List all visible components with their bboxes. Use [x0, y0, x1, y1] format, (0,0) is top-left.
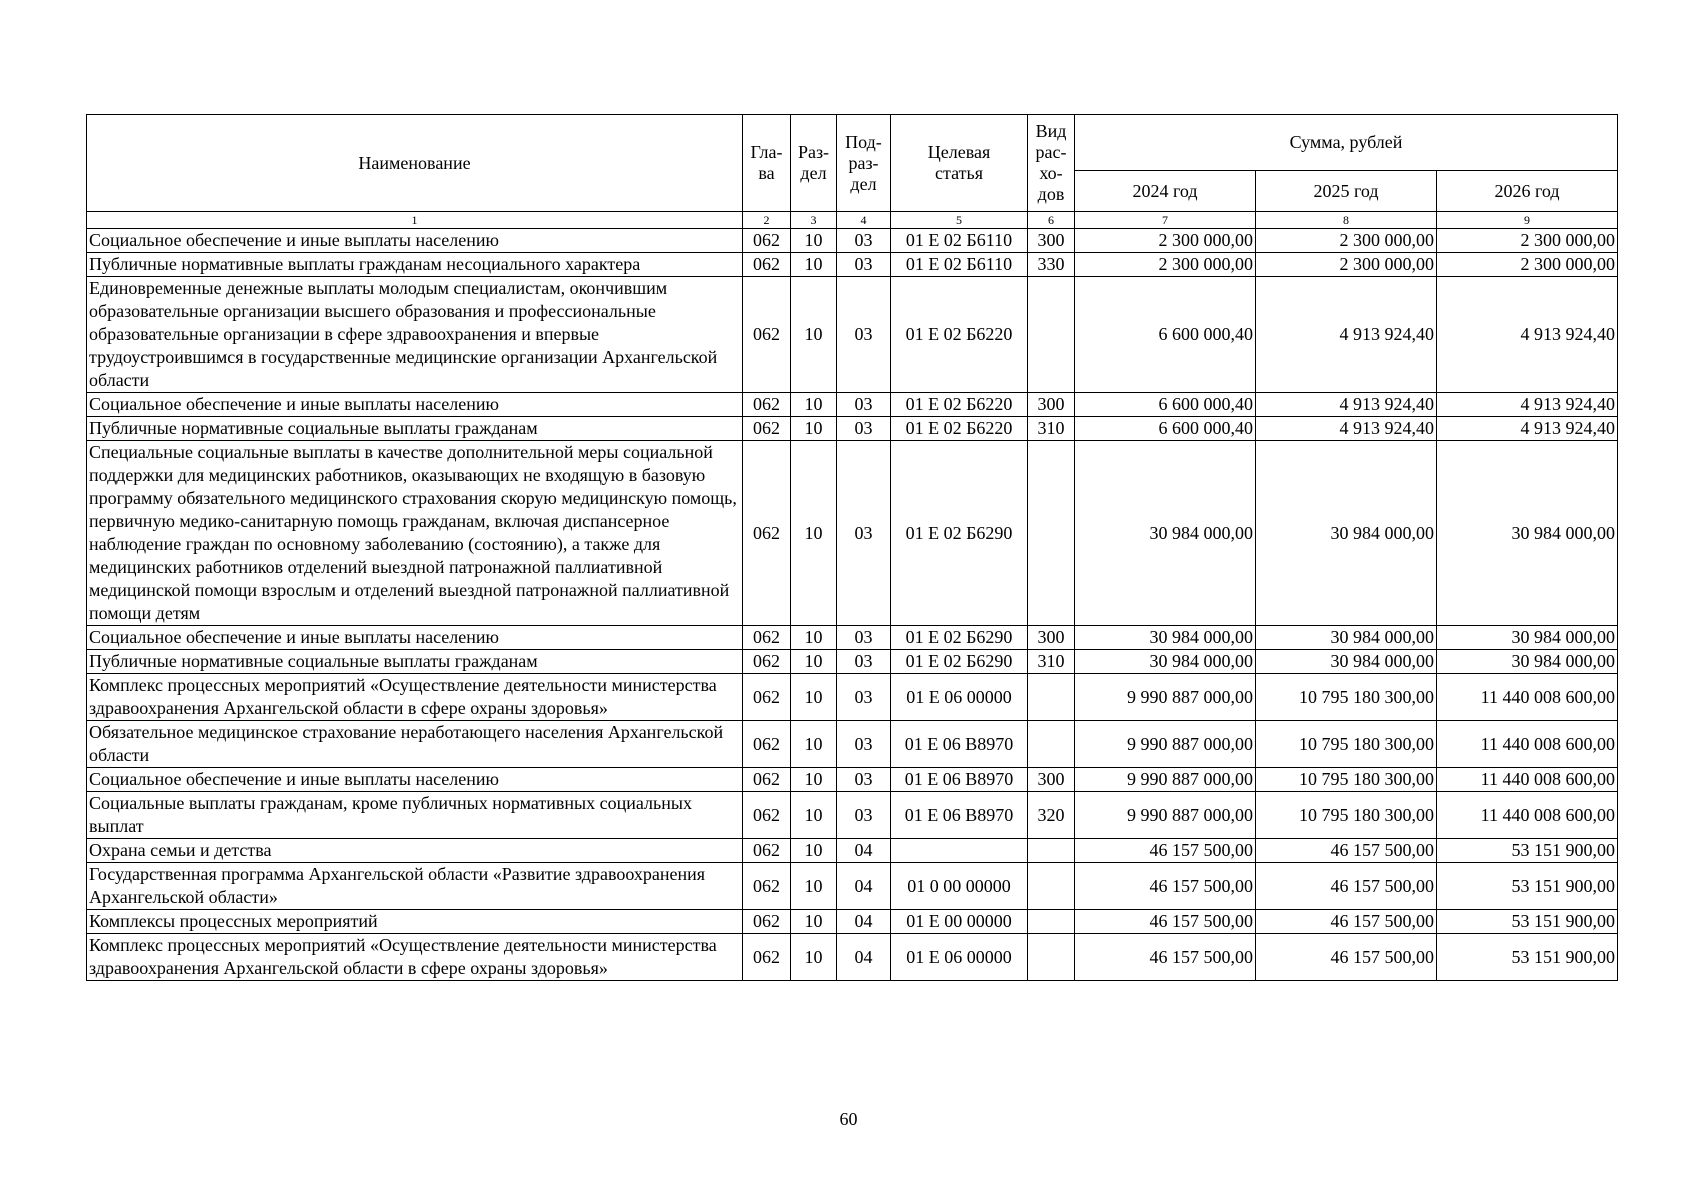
row-vid-rashodov [1028, 441, 1075, 626]
row-vid-rashodov [1028, 910, 1075, 934]
table-row [87, 393, 1618, 417]
row-vid-rashodov: 300 [1028, 768, 1075, 792]
row-sum-2025: 30 984 000,00 [1256, 626, 1437, 650]
row-glava: 062 [743, 863, 791, 910]
row-glava: 062 [743, 393, 791, 417]
row-razdel: 10 [791, 934, 837, 981]
row-name: Специальные социальные выплаты в качестве дополнительной меры социальной поддержки для медицинских работников, оказывающих не входящую в базовую программу обязательного медицинского страхования скорую медицинскую помощь, первичную медико-санитарную помощь гражданам, включая диспансерное наблюдение граждан по основному заболеванию (состоянию), а также для медицинских работников отделений выездной патронажной паллиативной медицинской помощи взрослым и отделений выездной патронажной паллиативной помощи детям [87, 441, 743, 626]
column-number: 9 [1437, 212, 1618, 229]
row-sum-2025: 10 795 180 300,00 [1256, 768, 1437, 792]
row-name: Единовременные денежные выплаты молодым специалистам, окончившим образовательные организации высшего образования и профессиональные образовательные организации в сфере здравоохранения и впервые трудоустроившимся в государственные медицинские организации Архангельской области [87, 277, 743, 393]
page-number: 60 [839, 1109, 858, 1129]
column-number-row [87, 212, 1618, 229]
row-razdel: 10 [791, 768, 837, 792]
row-sum-2026: 2 300 000,00 [1437, 253, 1618, 277]
row-razdel: 10 [791, 910, 837, 934]
row-sum-2025: 4 913 924,40 [1256, 277, 1437, 393]
row-name: Государственная программа Архангельской области «Развитие здравоохранения Архангельской области» [87, 863, 743, 910]
row-glava: 062 [743, 650, 791, 674]
row-sum-2025: 46 157 500,00 [1256, 910, 1437, 934]
row-razdel: 10 [791, 674, 837, 721]
column-number: 1 [87, 212, 743, 229]
row-sum-2025: 4 913 924,40 [1256, 417, 1437, 441]
row-sum-2024: 6 600 000,40 [1075, 417, 1256, 441]
row-tselevaya-statya: 01 Е 06 В8970 [891, 768, 1028, 792]
table-row [87, 839, 1618, 863]
row-sum-2026: 53 151 900,00 [1437, 910, 1618, 934]
row-tselevaya-statya: 01 Е 02 Б6290 [891, 650, 1028, 674]
row-sum-2025: 46 157 500,00 [1256, 863, 1437, 910]
column-number: 6 [1028, 212, 1075, 229]
row-name: Охрана семьи и детства [87, 839, 743, 863]
row-razdel: 10 [791, 626, 837, 650]
row-sum-2026: 30 984 000,00 [1437, 650, 1618, 674]
row-podrazdel: 04 [837, 910, 891, 934]
row-sum-2026: 11 440 008 600,00 [1437, 768, 1618, 792]
row-name: Социальное обеспечение и иные выплаты населению [87, 768, 743, 792]
row-name: Комплекс процессных мероприятий «Осуществление деятельности министерства здравоохранения Архангельской области в сфере охраны здоровья» [87, 934, 743, 981]
header-vid-rashodov: Вид рас- хо- дов [1028, 115, 1075, 212]
column-number: 4 [837, 212, 891, 229]
row-vid-rashodov [1028, 839, 1075, 863]
table-row [87, 229, 1618, 253]
row-sum-2024: 6 600 000,40 [1075, 393, 1256, 417]
row-tselevaya-statya: 01 Е 06 00000 [891, 674, 1028, 721]
row-podrazdel: 03 [837, 253, 891, 277]
row-sum-2025: 30 984 000,00 [1256, 441, 1437, 626]
table-row [87, 626, 1618, 650]
table-row [87, 910, 1618, 934]
row-vid-rashodov: 320 [1028, 792, 1075, 839]
row-tselevaya-statya: 01 Е 02 Б6110 [891, 253, 1028, 277]
row-name: Комплексы процессных мероприятий [87, 910, 743, 934]
row-vid-rashodov: 300 [1028, 626, 1075, 650]
header-glava: Гла- ва [743, 115, 791, 212]
row-vid-rashodov [1028, 674, 1075, 721]
row-sum-2024: 30 984 000,00 [1075, 441, 1256, 626]
row-tselevaya-statya [891, 839, 1028, 863]
row-sum-2026: 53 151 900,00 [1437, 839, 1618, 863]
table-row [87, 721, 1618, 768]
table-row [87, 934, 1618, 981]
row-sum-2026: 4 913 924,40 [1437, 393, 1618, 417]
row-sum-2024: 9 990 887 000,00 [1075, 674, 1256, 721]
row-glava: 062 [743, 721, 791, 768]
row-tselevaya-statya: 01 Е 06 В8970 [891, 792, 1028, 839]
row-sum-2024: 46 157 500,00 [1075, 839, 1256, 863]
table-row [87, 650, 1618, 674]
header-name: Наименование [87, 115, 743, 212]
budget-table-sheet [86, 114, 1617, 981]
row-sum-2026: 53 151 900,00 [1437, 934, 1618, 981]
column-number: 5 [891, 212, 1028, 229]
row-tselevaya-statya: 01 Е 06 00000 [891, 934, 1028, 981]
row-tselevaya-statya: 01 0 00 00000 [891, 863, 1028, 910]
row-podrazdel: 03 [837, 417, 891, 441]
row-name: Социальное обеспечение и иные выплаты населению [87, 229, 743, 253]
row-sum-2025: 46 157 500,00 [1256, 934, 1437, 981]
row-podrazdel: 04 [837, 863, 891, 910]
column-number: 2 [743, 212, 791, 229]
row-sum-2026: 11 440 008 600,00 [1437, 721, 1618, 768]
row-razdel: 10 [791, 277, 837, 393]
row-podrazdel: 03 [837, 626, 891, 650]
header-summa: Сумма, рублей [1075, 115, 1618, 171]
table-row [87, 792, 1618, 839]
row-sum-2026: 2 300 000,00 [1437, 229, 1618, 253]
row-name: Публичные нормативные социальные выплаты гражданам [87, 417, 743, 441]
row-podrazdel: 03 [837, 721, 891, 768]
row-razdel: 10 [791, 839, 837, 863]
row-tselevaya-statya: 01 Е 02 Б6290 [891, 441, 1028, 626]
row-vid-rashodov: 300 [1028, 229, 1075, 253]
row-podrazdel: 03 [837, 650, 891, 674]
row-sum-2025: 10 795 180 300,00 [1256, 674, 1437, 721]
row-tselevaya-statya: 01 Е 02 Б6290 [891, 626, 1028, 650]
row-name: Социальное обеспечение и иные выплаты населению [87, 626, 743, 650]
row-name: Социальное обеспечение и иные выплаты населению [87, 393, 743, 417]
row-podrazdel: 03 [837, 441, 891, 626]
row-podrazdel: 04 [837, 839, 891, 863]
row-vid-rashodov [1028, 277, 1075, 393]
budget-table [86, 114, 1618, 981]
row-sum-2026: 4 913 924,40 [1437, 277, 1618, 393]
row-tselevaya-statya: 01 Е 00 00000 [891, 910, 1028, 934]
row-glava: 062 [743, 792, 791, 839]
row-razdel: 10 [791, 393, 837, 417]
row-vid-rashodov: 310 [1028, 417, 1075, 441]
row-glava: 062 [743, 626, 791, 650]
row-sum-2024: 2 300 000,00 [1075, 229, 1256, 253]
row-vid-rashodov [1028, 934, 1075, 981]
row-sum-2025: 30 984 000,00 [1256, 650, 1437, 674]
row-podrazdel: 03 [837, 674, 891, 721]
table-row [87, 277, 1618, 393]
row-vid-rashodov [1028, 721, 1075, 768]
row-sum-2024: 46 157 500,00 [1075, 863, 1256, 910]
row-name: Обязательное медицинское страхование неработающего населения Архангельской области [87, 721, 743, 768]
header-year-2026: 2026 год [1437, 171, 1618, 212]
row-sum-2024: 6 600 000,40 [1075, 277, 1256, 393]
column-number: 3 [791, 212, 837, 229]
row-name: Социальные выплаты гражданам, кроме публичных нормативных социальных выплат [87, 792, 743, 839]
row-name: Публичные нормативные социальные выплаты гражданам [87, 650, 743, 674]
row-glava: 062 [743, 839, 791, 863]
row-sum-2026: 30 984 000,00 [1437, 441, 1618, 626]
row-sum-2025: 46 157 500,00 [1256, 839, 1437, 863]
header-tselevaya-statya: Целевая статья [891, 115, 1028, 212]
column-number: 8 [1256, 212, 1437, 229]
row-razdel: 10 [791, 721, 837, 768]
row-podrazdel: 03 [837, 393, 891, 417]
row-podrazdel: 03 [837, 229, 891, 253]
row-sum-2025: 4 913 924,40 [1256, 393, 1437, 417]
row-glava: 062 [743, 934, 791, 981]
row-razdel: 10 [791, 417, 837, 441]
row-sum-2026: 30 984 000,00 [1437, 626, 1618, 650]
header-podrazdel: Под- раз- дел [837, 115, 891, 212]
column-number: 7 [1075, 212, 1256, 229]
row-tselevaya-statya: 01 Е 02 Б6220 [891, 417, 1028, 441]
row-tselevaya-statya: 01 Е 02 Б6110 [891, 229, 1028, 253]
row-vid-rashodov: 310 [1028, 650, 1075, 674]
row-glava: 062 [743, 674, 791, 721]
row-tselevaya-statya: 01 Е 02 Б6220 [891, 393, 1028, 417]
row-razdel: 10 [791, 441, 837, 626]
table-row [87, 441, 1618, 626]
row-sum-2025: 2 300 000,00 [1256, 253, 1437, 277]
table-row [87, 863, 1618, 910]
row-sum-2024: 9 990 887 000,00 [1075, 792, 1256, 839]
table-row [87, 768, 1618, 792]
row-razdel: 10 [791, 792, 837, 839]
row-tselevaya-statya: 01 Е 02 Б6220 [891, 277, 1028, 393]
row-sum-2026: 11 440 008 600,00 [1437, 792, 1618, 839]
row-glava: 062 [743, 417, 791, 441]
row-vid-rashodov: 330 [1028, 253, 1075, 277]
row-sum-2024: 46 157 500,00 [1075, 910, 1256, 934]
row-sum-2025: 10 795 180 300,00 [1256, 792, 1437, 839]
header-year-2024: 2024 год [1075, 171, 1256, 212]
row-sum-2026: 11 440 008 600,00 [1437, 674, 1618, 721]
row-sum-2024: 9 990 887 000,00 [1075, 721, 1256, 768]
row-podrazdel: 03 [837, 792, 891, 839]
header-razdel: Раз- дел [791, 115, 837, 212]
row-glava: 062 [743, 277, 791, 393]
row-vid-rashodov: 300 [1028, 393, 1075, 417]
row-sum-2026: 4 913 924,40 [1437, 417, 1618, 441]
row-podrazdel: 03 [837, 768, 891, 792]
row-glava: 062 [743, 229, 791, 253]
row-vid-rashodov [1028, 863, 1075, 910]
row-sum-2024: 2 300 000,00 [1075, 253, 1256, 277]
row-razdel: 10 [791, 863, 837, 910]
table-row [87, 674, 1618, 721]
row-name: Публичные нормативные выплаты гражданам несоциального характера [87, 253, 743, 277]
row-sum-2025: 2 300 000,00 [1256, 229, 1437, 253]
table-row [87, 253, 1618, 277]
row-razdel: 10 [791, 229, 837, 253]
row-podrazdel: 04 [837, 934, 891, 981]
row-podrazdel: 03 [837, 277, 891, 393]
row-name: Комплекс процессных мероприятий «Осуществление деятельности министерства здравоохранения Архангельской области в сфере охраны здоровья» [87, 674, 743, 721]
row-sum-2026: 53 151 900,00 [1437, 863, 1618, 910]
header-year-2025: 2025 год [1256, 171, 1437, 212]
row-sum-2024: 30 984 000,00 [1075, 626, 1256, 650]
row-sum-2024: 46 157 500,00 [1075, 934, 1256, 981]
table-row [87, 417, 1618, 441]
row-tselevaya-statya: 01 Е 06 В8970 [891, 721, 1028, 768]
row-glava: 062 [743, 910, 791, 934]
row-glava: 062 [743, 768, 791, 792]
row-sum-2024: 9 990 887 000,00 [1075, 768, 1256, 792]
row-sum-2025: 10 795 180 300,00 [1256, 721, 1437, 768]
row-razdel: 10 [791, 253, 837, 277]
row-sum-2024: 30 984 000,00 [1075, 650, 1256, 674]
row-glava: 062 [743, 253, 791, 277]
row-glava: 062 [743, 441, 791, 626]
row-razdel: 10 [791, 650, 837, 674]
